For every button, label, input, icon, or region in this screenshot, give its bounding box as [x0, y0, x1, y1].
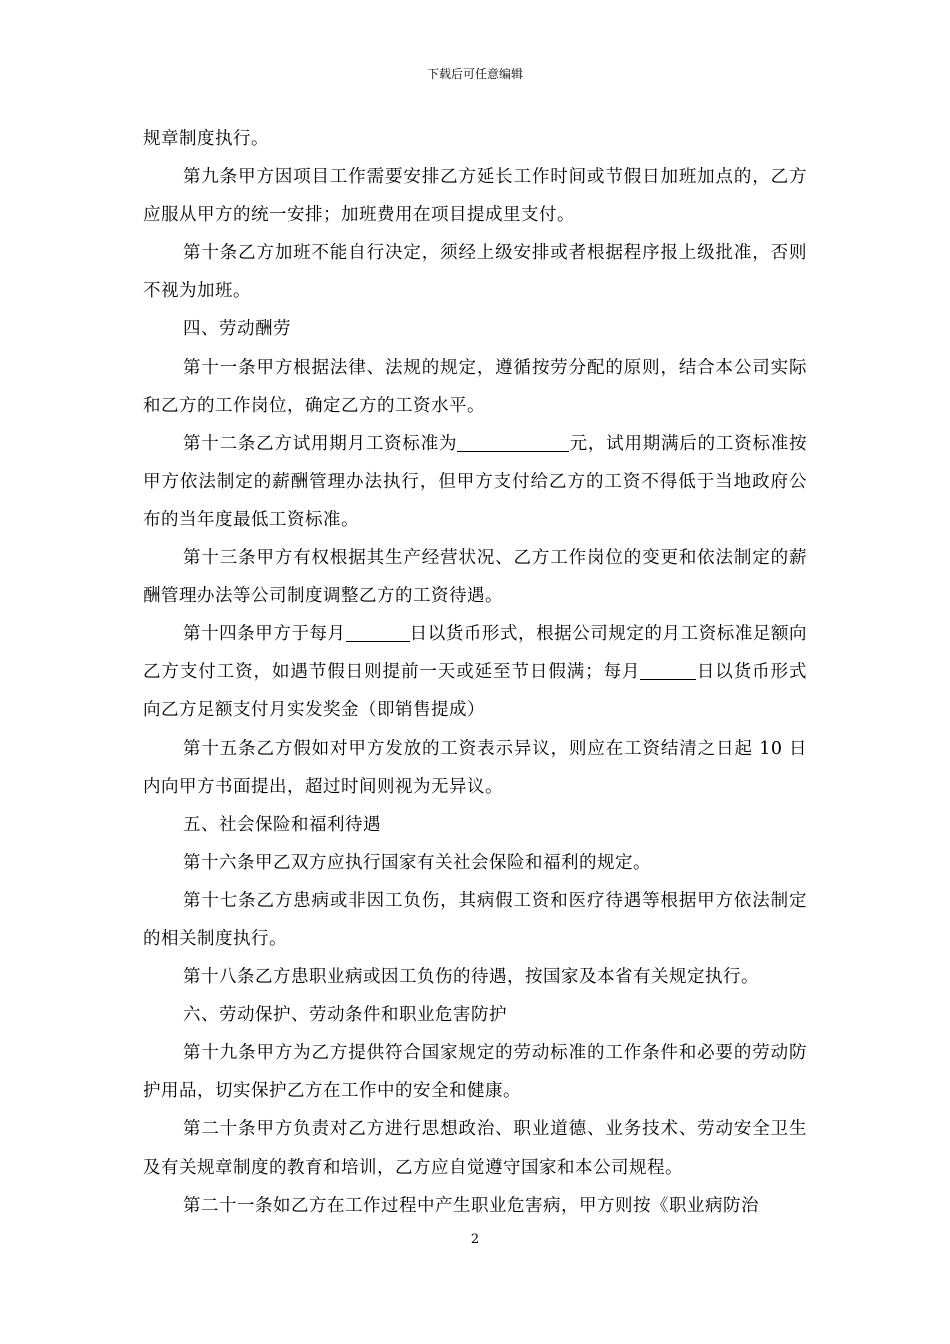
section-heading-remuneration: 四、劳动酬劳 — [183, 319, 291, 340]
article-11: 第十一条甲方根据法律、法规的规定，遵循按劳分配的原则，结合本公司实际和乙方的工作岗位，确定乙方的工资水平。 — [143, 357, 807, 416]
article-12-part-b: 元，试用期满后的工资标准按甲方依法制定的薪酬管理办法执行，但甲方支付给乙方的工资不得低于当地政府公布的当年度最低工资标准。 — [143, 433, 808, 530]
article-20: 第二十条甲方负责对乙方进行思想政治、职业道德、业务技术、劳动安全卫生及有关规章制度的教育和培训，乙方应自觉遵守国家和本公司规程。 — [143, 1119, 807, 1178]
section-heading-protection: 六、劳动保护、劳动条件和职业危害防护 — [183, 1005, 507, 1026]
salary-blank-field[interactable] — [457, 433, 569, 452]
paragraph-continuation: 规章制度执行。 — [143, 129, 269, 149]
article-21: 第二十一条如乙方在工作过程中产生职业危害病，甲方则按《职业病防治 — [183, 1195, 759, 1216]
page-header: 下载后可任意编辑 — [426, 67, 523, 81]
article-16: 第十六条甲乙双方应执行国家有关社会保险和福利的规定。 — [183, 852, 651, 873]
payday-blank-field[interactable] — [346, 624, 410, 643]
article-14-part-a: 第十四条甲方于每月 — [183, 624, 346, 645]
article-14-part-c: 日以货币形式向乙方足额支付月实发奖金（即销售提成） — [143, 662, 807, 721]
article-12-part-a: 第十二条乙方试用期月工资标准为 — [183, 433, 458, 454]
page-number: 2 — [470, 1232, 480, 1247]
section-heading-insurance: 五、社会保险和福利待遇 — [183, 814, 381, 835]
bonus-day-blank-field[interactable] — [640, 662, 696, 681]
article-17: 第十七条乙方患病或非因工负伤，其病假工资和医疗待遇等根据甲方依法制定的相关制度执行。 — [143, 890, 807, 949]
article-14-part-b: 日以货币形式，根据公司规定的月工资标准足额向乙方支付工资，如遇节假日则提前一天或延至节日假满；每月 — [143, 624, 808, 683]
article-14 — [143, 615, 807, 729]
article-18: 第十八条乙方患职业病或因工负伤的待遇，按国家及本省有关规定执行。 — [183, 967, 759, 988]
article-9: 第九条甲方因项目工作需要安排乙方延长工作时间或节假日加班加点的，乙方应服从甲方的统一安排；加班费用在项目提成里支付。 — [143, 167, 807, 226]
article-15: 第十五条乙方假如对甲方发放的工资表示异议，则应在工资结清之日起 10 日内向甲方书面提出，超过时间则视为无异议。 — [143, 738, 807, 797]
document-body — [143, 120, 807, 1225]
article-12 — [143, 425, 807, 539]
article-10: 第十条乙方加班不能自行决定，须经上级安排或者根据程序报上级批准，否则不视为加班。 — [143, 243, 807, 302]
article-19: 第十九条甲方为乙方提供符合国家规定的劳动标准的工作条件和必要的劳动防护用品，切实保护乙方在工作中的安全和健康。 — [143, 1043, 807, 1102]
article-13: 第十三条甲方有权根据其生产经营状况、乙方工作岗位的变更和依法制定的薪酬管理办法等公司制度调整乙方的工资待遇。 — [143, 548, 807, 607]
